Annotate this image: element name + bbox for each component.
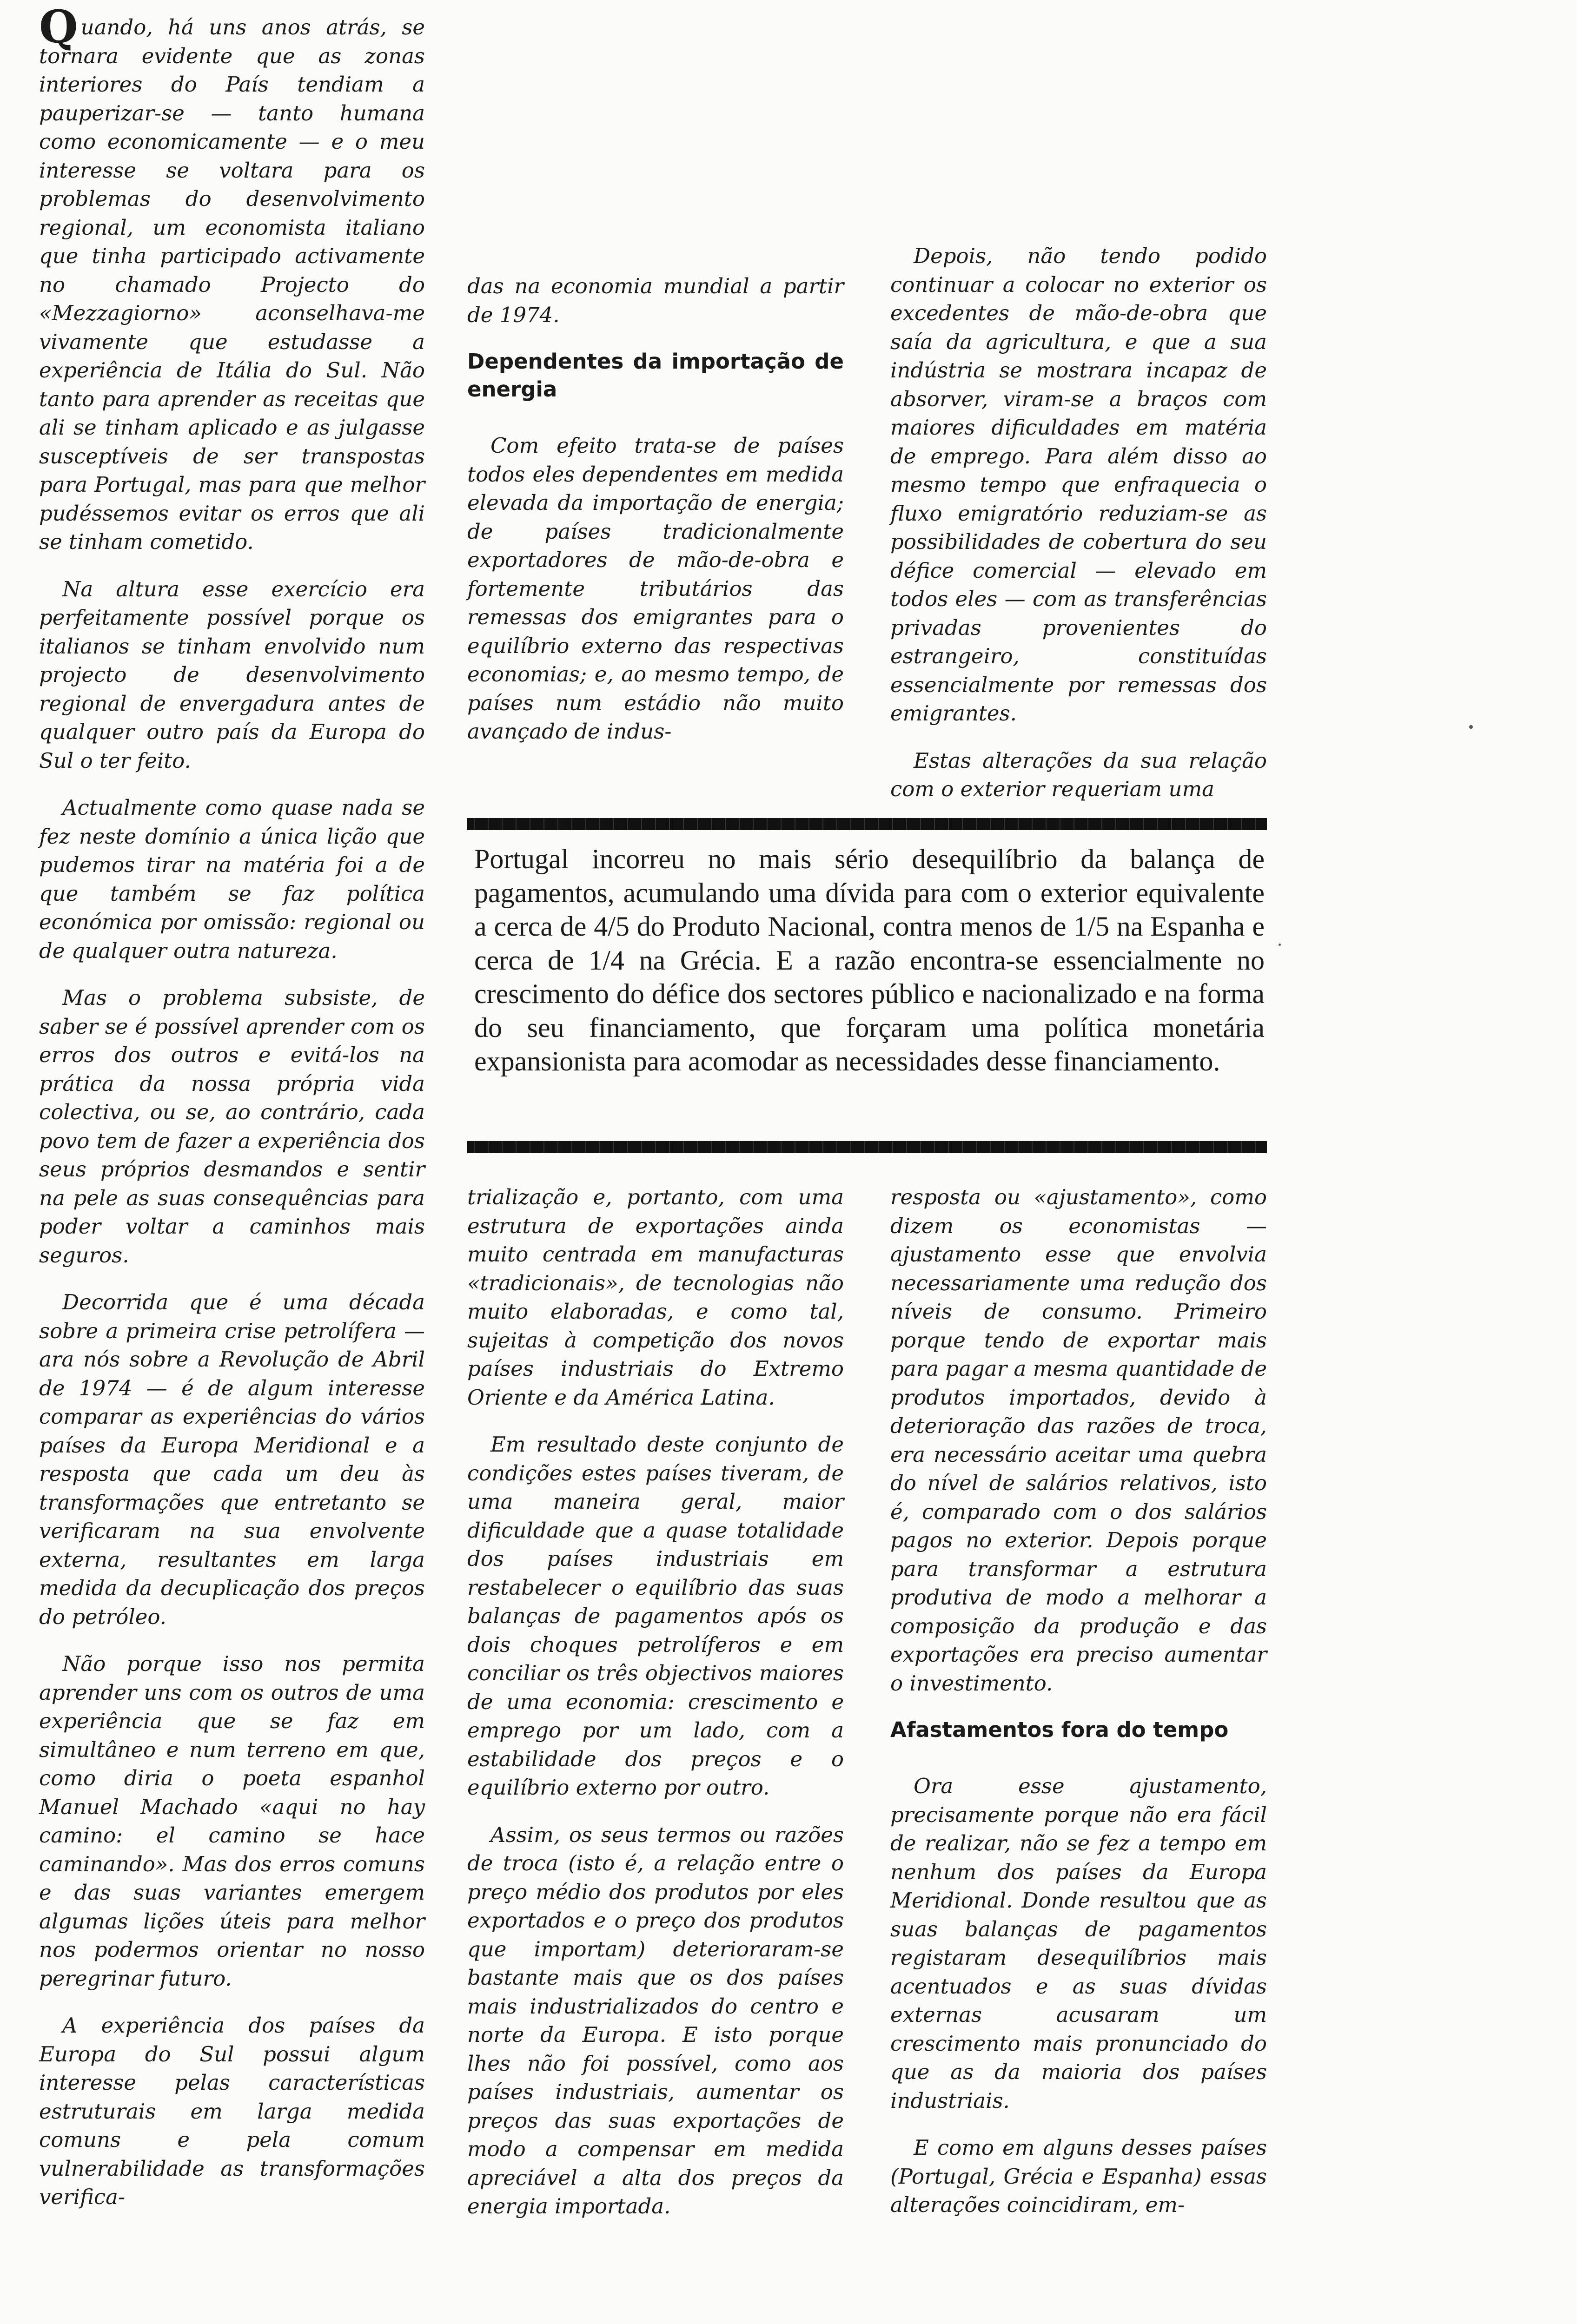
subheading-energy: Dependentes da importação de energia xyxy=(467,349,844,402)
article-column-1 xyxy=(39,0,425,2230)
column-3b-paragraph-2: Ora esse ajustamento, precisamente porque não era fácil de realizar, não se fez a tempo em nenhum dos países da Europa Meridional. Donde resultou que as suas balanças de pagamentos registaram desequilíbrios mais acentuados e as suas dívidas externas acusaram um crescimento mais pronunciado do que as da maioria dos países industriais. xyxy=(890,1774,1267,2113)
column-1-paragraph-6: Não porque isso nos permita aprender uns com os outros de uma experiência que se faz em simultâneo e num terreno em que, como diria o poeta espanhol Manuel Machado «aqui no hay camino: el camino se hace caminando». Mas dos erros comuns e das suas variantes emergem algumas lições úteis para melhor nos podermos orientar no nosso peregrinar futuro. xyxy=(39,1651,425,1991)
column-3-paragraph-1: Depois, não tendo podido continuar a colocar no exterior os excedentes de mão-de-obra que saía da agricultura, e que a sua indústria se mostrara incapaz de absorver, viram-se a braços com maiores dificuldades em matéria de emprego. Para além disso ao mesmo tempo que enfraquecia o fluxo emigratório reduziam-se as possibilidades de cobertura do seu défice comercial — elevado em todos eles — com as transferências privadas provenientes do estrangeiro, constituídas essencialmente por remessas dos emigrantes. xyxy=(890,244,1267,726)
column-1-paragraph-3: Actualmente como quase nada se fez neste domínio a única lição que pudemos tirar na matéria foi a de que também se faz política económica por omissão: regional ou de qualquer outra natureza. xyxy=(39,795,425,963)
pullquote-bottom-rule xyxy=(467,1141,1267,1153)
column-2b-paragraph-2: Em resultado deste conjunto de condições estes países tiveram, de uma maneira geral, maior dificuldade que a quase totalidade dos países industriais em restabelecer o equilíbrio das suas balanças de pagamentos após os dois choques petrolíferos e em conciliar os três objectivos maiores de uma economia: crescimento e emprego por um lado, com a estabilidade dos preços e o equilíbrio externo por outro. xyxy=(467,1432,844,1800)
pullquote: Portugal incorreu no mais sério desequilíbrio da balança de pagamentos, acumulando uma dívida para com o exterior equivalente a cerca de 4/5 do Produto Nacional, contra menos de 1/5 na Espanha e cerca de 1/4 na Grécia. E a razão encontra-se essencialmente no crescimento do défice dos sectores público e nacionalizado e na forma do seu financiamento, que forçaram uma política monetária expansionista para acomodar as necessidades desse financiamento. xyxy=(474,844,1265,1076)
column-1-paragraph-7: A experiência dos países da Europa do Sul possui algum interesse pelas características estruturais em larga medida comuns e pela comum vulnerabilidade as transformações verifica- xyxy=(39,2013,425,2209)
column-2-paragraph-2: Com efeito trata-se de países todos eles dependentes em medida elevada da importação de energia; de países tradicionalmente exportadores de mão-de-obra e fortemente tributários das remessas dos emigrantes para o equilíbrio externo das respectivas economias; e, ao mesmo tempo, de países num estádio não muito avançado de indus- xyxy=(467,433,844,744)
pullquote-top-rule xyxy=(467,818,1267,830)
article-column-2-continued xyxy=(467,1183,844,2239)
print-speck xyxy=(1469,725,1473,729)
column-1-paragraph-1-text: uando, há uns anos atrás, se tornara evidente que as zonas interiores do País tendiam a pauperizar-se — tanto humana como economicamente — e o meu interesse se voltara para os problemas do desenvolvimento regional, um economista italiano que tinha participado activamente no chamado Projecto do «Mezzagiorno» aconselhava-me vivamente que estudasse a experiência de Itália do Sul. Não tanto para aprender as receitas que ali se tinham aplicado e as julgasse susceptíveis de ser transpostas para Portugal, mas para que melhor pudéssemos evitar os erros que ali se tinham cometido. xyxy=(39,15,425,554)
column-3b-paragraph-1: resposta ou «ajustamento», como dizem os economistas — ajustamento esse que envolvia necessariamente uma redução dos níveis de consumo. Primeiro porque tendo de exportar mais para pagar a mesma quantidade de produtos importados, devido à deterioração das razões de troca, era necessário aceitar uma quebra do nível de salários relativos, isto é, comparado com o dos salários pagos no exterior. Depois porque para transformar a estrutura produtiva de modo a melhorar a composição da produção e das exportações era preciso aumentar o investimento. xyxy=(890,1185,1267,1696)
drop-cap: Q xyxy=(39,0,78,53)
article-column-3-continued xyxy=(890,1183,1267,2238)
article-column-2 xyxy=(467,272,844,765)
column-2-paragraph-1: das na economia mundial a partir de 1974. xyxy=(467,274,844,327)
column-3b-paragraph-3: E como em alguns desses países (Portugal, Grécia e Espanha) essas alterações coincidiram, em- xyxy=(890,2135,1267,2217)
column-1-paragraph-1 xyxy=(39,0,425,556)
column-2b-paragraph-3: Assim, os seus termos ou razões de troca (isto é, a relação entre o preço médio dos produtos por eles exportados e o preço dos produtos que importam) deterioraram-se bastante mais que os dos países mais industrializados do centro e norte da Europa. E isto porque lhes não foi possível, como aos países industriais, aumentar os preços das suas exportações de modo a compensar em medida apreciável a alta dos preços da energia importada. xyxy=(467,1822,844,2218)
column-1-paragraph-5: Decorrida que é uma década sobre a primeira crise petrolífera — ara nós sobre a Revolução de Abril de 1974 — é de algum interesse comparar as experiências do vários países da Europa Meridional e a resposta que cada um deu às transformações que entretanto se verificaram na sua envolvente externa, resultantes em larga medida da decuplicação dos preços do petróleo. xyxy=(39,1290,425,1629)
column-1-paragraph-2: Na altura esse exercício era perfeitamente possível porque os italianos se tinham envolvido num projecto de desenvolvimento regional de envergadura antes de qualquer outro país da Europa do Sul o ter feito. xyxy=(39,576,425,773)
article-column-3 xyxy=(890,242,1267,822)
subheading-afastamentos: Afastamentos fora do tempo xyxy=(890,1717,1229,1742)
column-2b-paragraph-1: trialização e, portanto, com uma estrutura de exportações ainda muito centrada em manufacturas «tradicionais», de tecnologias não muito elaboradas, e como tal, sujeitas à competição dos novos países industriais do Extremo Oriente e da América Latina. xyxy=(467,1185,844,1410)
column-1-paragraph-4: Mas o problema subsiste, de saber se é possível aprender com os erros dos outros e evitá-los na prática da nossa própria vida colectiva, ou se, ao contrário, cada povo tem de fazer a experiência dos seus próprios desmandos e sentir na pele as suas consequências para poder voltar a caminhos mais seguros. xyxy=(39,985,425,1268)
print-speck xyxy=(1279,944,1281,946)
column-3-paragraph-2: Estas alterações da sua relação com o exterior requeriam uma xyxy=(890,748,1267,801)
